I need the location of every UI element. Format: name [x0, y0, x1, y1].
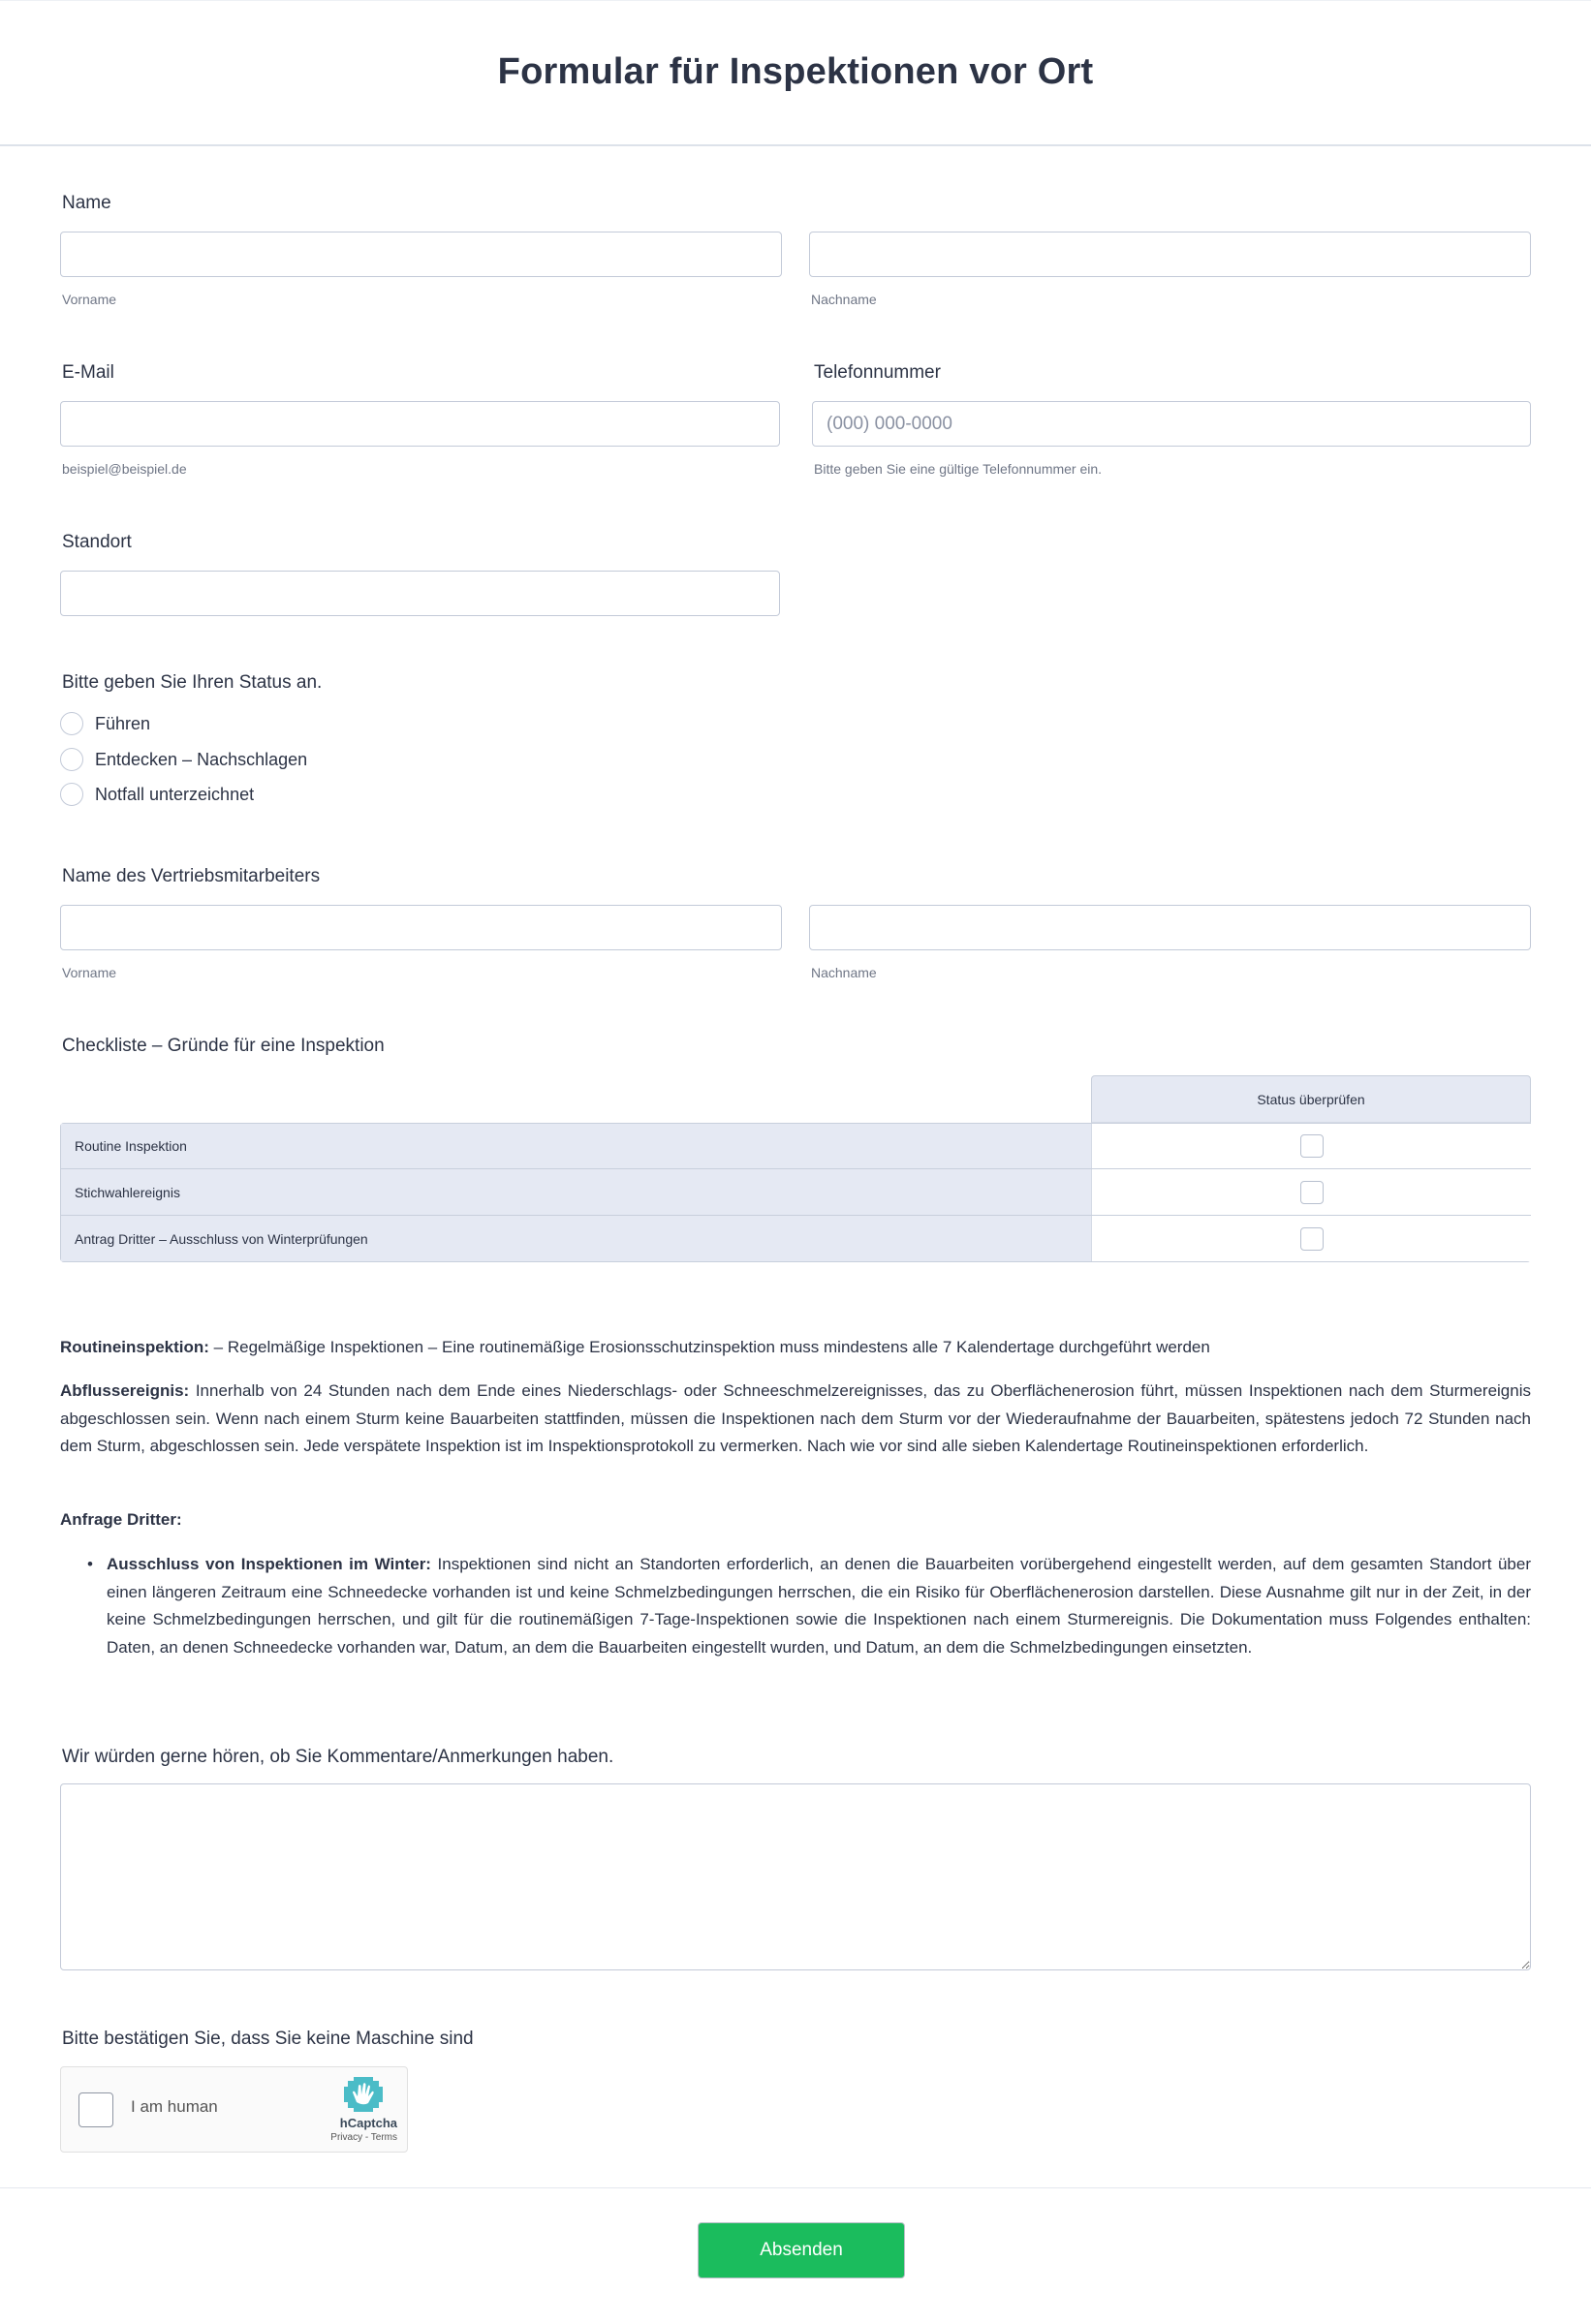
- routine-info-title: Routineinspektion:: [60, 1338, 209, 1356]
- matrix-row-label: Antrag Dritter – Ausschluss von Winterprüfungen: [61, 1216, 1092, 1261]
- last-name-sublabel: Nachname: [811, 292, 877, 307]
- location-label: Standort: [62, 532, 132, 552]
- phone-label: Telefonnummer: [814, 362, 941, 383]
- hcaptcha-widget: [60, 2066, 408, 2153]
- email-sublabel: beispiel@beispiel.de: [62, 461, 187, 477]
- phone-input[interactable]: [812, 401, 1531, 447]
- status-option-label: Führen: [95, 713, 151, 733]
- last-name-input[interactable]: [809, 232, 1531, 277]
- third-party-checkbox[interactable]: [1300, 1227, 1324, 1251]
- matrix-cell: [1092, 1169, 1531, 1215]
- sales-rep-last-sublabel: Nachname: [811, 965, 877, 980]
- status-label: Bitte geben Sie Ihren Status an.: [62, 672, 323, 693]
- third-party-info-title: Anfrage Dritter:: [60, 1510, 182, 1529]
- sales-rep-first-sublabel: Vorname: [62, 965, 117, 980]
- email-label: E-Mail: [62, 362, 114, 383]
- matrix-row: [60, 1216, 1531, 1262]
- runoff-info-title: Abflussereignis:: [60, 1381, 190, 1400]
- routine-info-paragraph: [60, 1334, 1531, 1362]
- hcaptcha-privacy-terms-links[interactable]: Privacy - Terms: [330, 2132, 397, 2143]
- radio-circle[interactable]: [60, 748, 83, 771]
- matrix-row: [60, 1123, 1531, 1169]
- captcha-checkbox-text: I am human: [131, 2097, 218, 2116]
- matrix-row-label: Stichwahlereignis: [61, 1169, 1092, 1215]
- first-name-sublabel: Vorname: [62, 292, 117, 307]
- comments-textarea[interactable]: [60, 1783, 1531, 1970]
- runoff-info-text: Innerhalb von 24 Stunden nach dem Ende eines Niederschlags- oder Schneeschmelzereignisses, das zu Oberflächenerosion führt, müssen Inspektionen nach dem Sturmereignis abgeschlossen sein. Wenn nach einem Sturm keine Bauarbeiten stattfinden, müssen die Inspektionen nach dem Sturm vor der Wiederaufnahme der Bauarbeiten, spätestens jedoch 72 Stunden nach dem Sturm, abgeschlossen sein. Jede verspätete Inspektion ist im Inspektionsprotokoll zu vermerken. Nach wie vor sind alle sieben Kalendertage Routineinspektionen erforderlich.: [60, 1381, 1531, 1455]
- matrix-row-label: Routine Inspektion: [61, 1124, 1092, 1168]
- runoff-event-checkbox[interactable]: [1300, 1181, 1324, 1204]
- routine-inspection-checkbox[interactable]: [1300, 1134, 1324, 1158]
- status-option-notfall[interactable]: [60, 783, 254, 806]
- status-option-label: Notfall unterzeichnet: [95, 784, 255, 804]
- hcaptcha-logo-icon: [344, 2077, 383, 2112]
- phone-sublabel: Bitte geben Sie eine gültige Telefonnummer ein.: [814, 461, 1103, 477]
- form-header: [0, 0, 1591, 146]
- submit-button[interactable]: Absenden: [698, 2222, 905, 2278]
- footer-divider: [0, 2187, 1591, 2188]
- status-option-label: Entdecken – Nachschlagen: [95, 749, 308, 769]
- matrix-cell: [1092, 1124, 1531, 1168]
- sales-rep-label: Name des Vertriebsmitarbeiters: [62, 866, 321, 886]
- captcha-label: Bitte bestätigen Sie, dass Sie keine Maschine sind: [62, 2029, 474, 2049]
- matrix-cell: [1092, 1216, 1531, 1261]
- radio-circle[interactable]: [60, 712, 83, 735]
- status-option-fuehren[interactable]: [60, 712, 150, 735]
- first-name-input[interactable]: [60, 232, 782, 277]
- routine-info-text: – Regelmäßige Inspektionen – Eine routinemäßige Erosionsschutzinspektion muss mindestens alle 7 Kalendertage durchgeführt werden: [208, 1338, 1210, 1356]
- radio-circle[interactable]: [60, 783, 83, 806]
- form-title: Formular für Inspektionen vor Ort: [497, 50, 1094, 92]
- email-input[interactable]: [60, 401, 780, 447]
- winter-exclusion-text: Inspektionen sind nicht an Standorten erforderlich, an denen die Bauarbeiten vorübergehend eingestellt werden, auf dem gesamten Standort über einen längeren Zeitraum eine Schneedecke vorhanden ist und keine Schmelzbedingungen herrschen, die ein Risiko für Oberflächenerosion darstellen. Diese Ausnahme gilt nur in der Zeit, in der keine Schmelzbedingungen herrschen, und gilt für die routinemäßigen 7-Tage-Inspektionen sowie die Inspektionen nach einem Sturmereignis. Die Dokumentation muss Folgendes enthalten: Daten, an denen Schneedecke vorhanden war, Datum, an dem die Bauarbeiten eingestellt wurden, und Datum, an dem die Schmelzbedingungen einsetzten.: [107, 1555, 1531, 1657]
- winter-exclusion-title: Ausschluss von Inspektionen im Winter:: [107, 1555, 431, 1573]
- runoff-info-paragraph: [60, 1378, 1531, 1461]
- sales-rep-first-name-input[interactable]: [60, 905, 782, 950]
- name-label: Name: [62, 193, 111, 213]
- location-input[interactable]: [60, 571, 780, 616]
- winter-exclusion-item: [60, 1551, 1531, 1661]
- comments-label: Wir würden gerne hören, ob Sie Kommentare/Anmerkungen haben.: [62, 1747, 614, 1767]
- checklist-label: Checkliste – Gründe für eine Inspektion: [62, 1036, 385, 1056]
- matrix-row: [60, 1169, 1531, 1216]
- hcaptcha-brand: hCaptcha: [339, 2116, 397, 2130]
- third-party-info-title-paragraph: [60, 1506, 1531, 1534]
- sales-rep-last-name-input[interactable]: [809, 905, 1531, 950]
- third-party-info-list: [60, 1551, 1531, 1661]
- status-option-entdecken[interactable]: [60, 748, 307, 771]
- matrix-column-header: Status überprüfen: [1091, 1075, 1531, 1123]
